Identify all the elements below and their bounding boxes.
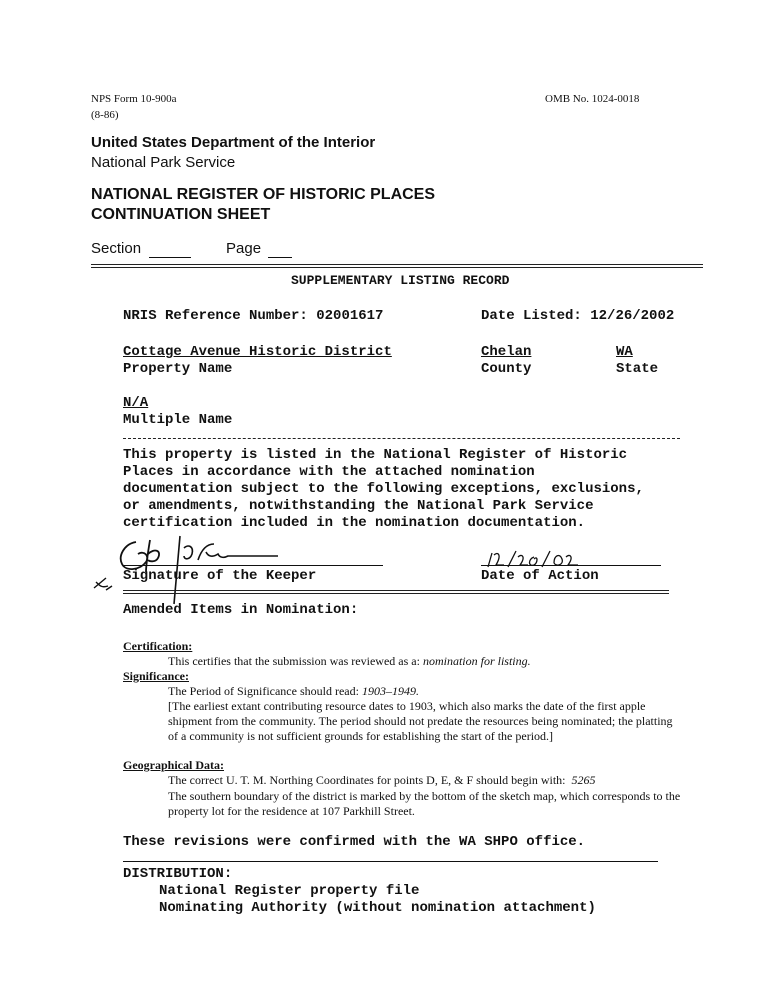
signature-label: Signature of the Keeper bbox=[123, 568, 317, 584]
section-label: Section bbox=[91, 240, 142, 257]
date-listed bbox=[481, 308, 674, 324]
geo-heading: Geographical Data: bbox=[123, 758, 224, 772]
signature-line bbox=[123, 565, 383, 566]
nris-label: NRIS Reference Number: bbox=[123, 308, 308, 324]
property-name-value: Cottage Avenue Historic District bbox=[123, 344, 392, 360]
amended-heading: Amended Items in Nomination: bbox=[123, 602, 359, 618]
page-label: Page bbox=[226, 240, 262, 257]
geo-boundary-line: property lot for the residence at 107 Parkhill Street. bbox=[168, 804, 415, 818]
nris-reference bbox=[123, 308, 383, 324]
property-name-label: Property Name bbox=[123, 361, 233, 377]
statement-line: certification included in the nomination documentation. bbox=[123, 515, 586, 531]
statement-line: Places in accordance with the attached nomination bbox=[123, 464, 535, 480]
multiple-name-value: N/A bbox=[123, 395, 149, 411]
certification-type: nomination for listing. bbox=[422, 654, 531, 668]
section-blank bbox=[149, 257, 191, 258]
form-title: NATIONAL REGISTER OF HISTORIC PLACES bbox=[91, 186, 436, 203]
page-blank bbox=[268, 257, 292, 258]
distribution-heading: DISTRIBUTION: bbox=[123, 866, 233, 882]
geo-northing-value: 5265 bbox=[571, 773, 596, 787]
significance-period: 1903–1949. bbox=[361, 684, 419, 698]
state-value: WA bbox=[616, 344, 633, 360]
form-subtitle: CONTINUATION SHEET bbox=[91, 206, 271, 223]
multiple-name-label: Multiple Name bbox=[123, 412, 233, 428]
listing-statement bbox=[123, 447, 644, 532]
geo-boundary-line: The southern boundary of the district is marked by the bottom of the sketch map, which corresponds to the bbox=[168, 789, 681, 803]
double-rule-top bbox=[91, 264, 703, 268]
record-title: SUPPLEMENTARY LISTING RECORD bbox=[291, 273, 510, 288]
statement-line: documentation subject to the following exceptions, exclusions, bbox=[123, 481, 644, 497]
significance-note-line: [The earliest extant contributing resource dates to 1903, which also marks the date of the first apple bbox=[168, 699, 646, 713]
county-value: Chelan bbox=[481, 344, 532, 360]
county-label: County bbox=[481, 361, 532, 377]
agency-name: National Park Service bbox=[91, 154, 236, 171]
geo-text bbox=[168, 773, 596, 788]
department-name: United States Department of the Interior bbox=[91, 134, 376, 151]
distribution-item: Nominating Authority (without nomination attachment) bbox=[159, 900, 596, 916]
certification-text bbox=[168, 654, 531, 669]
dashed-divider bbox=[123, 438, 680, 439]
significance-text bbox=[168, 684, 419, 699]
significance-heading: Significance: bbox=[123, 669, 189, 683]
state-label: State bbox=[616, 361, 659, 377]
certification-heading: Certification: bbox=[123, 639, 193, 653]
statement-line: This property is listed in the National Register of Historic bbox=[123, 447, 628, 463]
action-date-label: Date of Action bbox=[481, 568, 599, 584]
action-date-line bbox=[481, 565, 661, 566]
geo-statement: The correct U. T. M. Northing Coordinates for points D, E, & F should begin with: bbox=[168, 773, 566, 787]
certification-statement: This certifies that the submission was reviewed as a: bbox=[168, 654, 420, 668]
revisions-note: These revisions were confirmed with the WA SHPO office. bbox=[123, 834, 586, 850]
nris-number: 02001617 bbox=[316, 308, 384, 324]
form-number: NPS Form 10-900a bbox=[91, 93, 177, 105]
omb-number: OMB No. 1024-0018 bbox=[545, 93, 640, 105]
date-listed-value: 12/26/2002 bbox=[590, 308, 675, 324]
date-listed-label: Date Listed: bbox=[481, 308, 582, 324]
statement-line: or amendments, notwithstanding the National Park Service bbox=[123, 498, 594, 514]
distribution-rule bbox=[123, 861, 658, 862]
significance-note-line: shipment from the community. The period should not predate the resources being nominated; the platting bbox=[168, 714, 673, 728]
double-rule-amended bbox=[123, 590, 669, 594]
distribution-item: National Register property file bbox=[159, 883, 420, 899]
form-revision: (8-86) bbox=[91, 109, 119, 121]
significance-note-line: of a community is not sufficient grounds for establishing the start of the period.] bbox=[168, 729, 554, 743]
significance-statement: The Period of Significance should read: bbox=[168, 684, 359, 698]
